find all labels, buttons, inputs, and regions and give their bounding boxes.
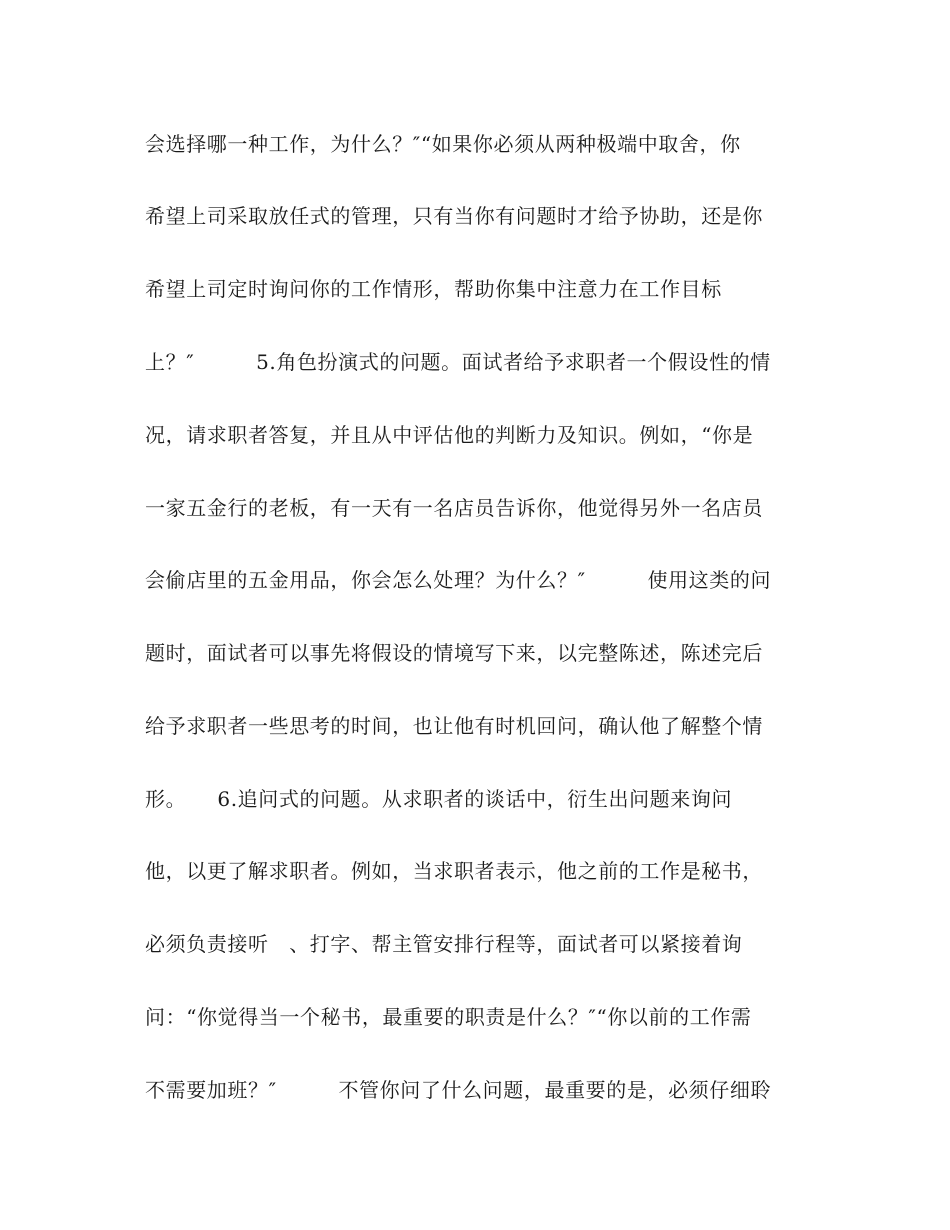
text-line: 会选择哪一种工作，为什么？″“如果你必须从两种极端中取舍，你	[145, 132, 741, 156]
text-line: 必须负责接听 、打字、帮主管安排行程等，面试者可以紧接着询	[145, 932, 743, 956]
text-line: 希望上司定时询问你的工作情形，帮助你集中注意力在工作目标	[145, 277, 722, 301]
text-line: 上？″ 5.角色扮演式的问题。面试者给予求职者一个假设性的情	[145, 350, 771, 374]
text-line: 他，以更了解求职者。例如，当求职者表示，他之前的工作是秘书，	[145, 859, 763, 883]
text-line: 况，请求职者答复，并且从中评估他的判断力及知识。例如，“你是	[145, 423, 754, 447]
text-line: 形。 6.追问式的问题。从求职者的谈话中，衍生出问题来询问	[145, 787, 733, 811]
text-line: 题时，面试者可以事先将假设的情境写下来，以完整陈述，陈述完后	[145, 641, 763, 665]
text-line: 给予求职者一些思考的时间，也让他有时机回问，确认他了解整个情	[145, 714, 763, 738]
text-line: 不需要加班？″ 不管你问了什么问题，最重要的是，必须仔细聆	[145, 1078, 772, 1102]
text-line: 希望上司采取放任式的管理，只有当你有问题时才给予协助，还是你	[145, 204, 763, 228]
text-line: 问：“你觉得当一个秘书，最重要的职责是什么？″“你以前的工作需	[145, 1005, 752, 1029]
text-line: 会偷店里的五金用品，你会怎么处理？为什么？″ 使用这类的问	[145, 568, 772, 592]
text-line: 一家五金行的老板，有一天有一名店员告诉你，他觉得另外一名店员	[145, 496, 763, 520]
